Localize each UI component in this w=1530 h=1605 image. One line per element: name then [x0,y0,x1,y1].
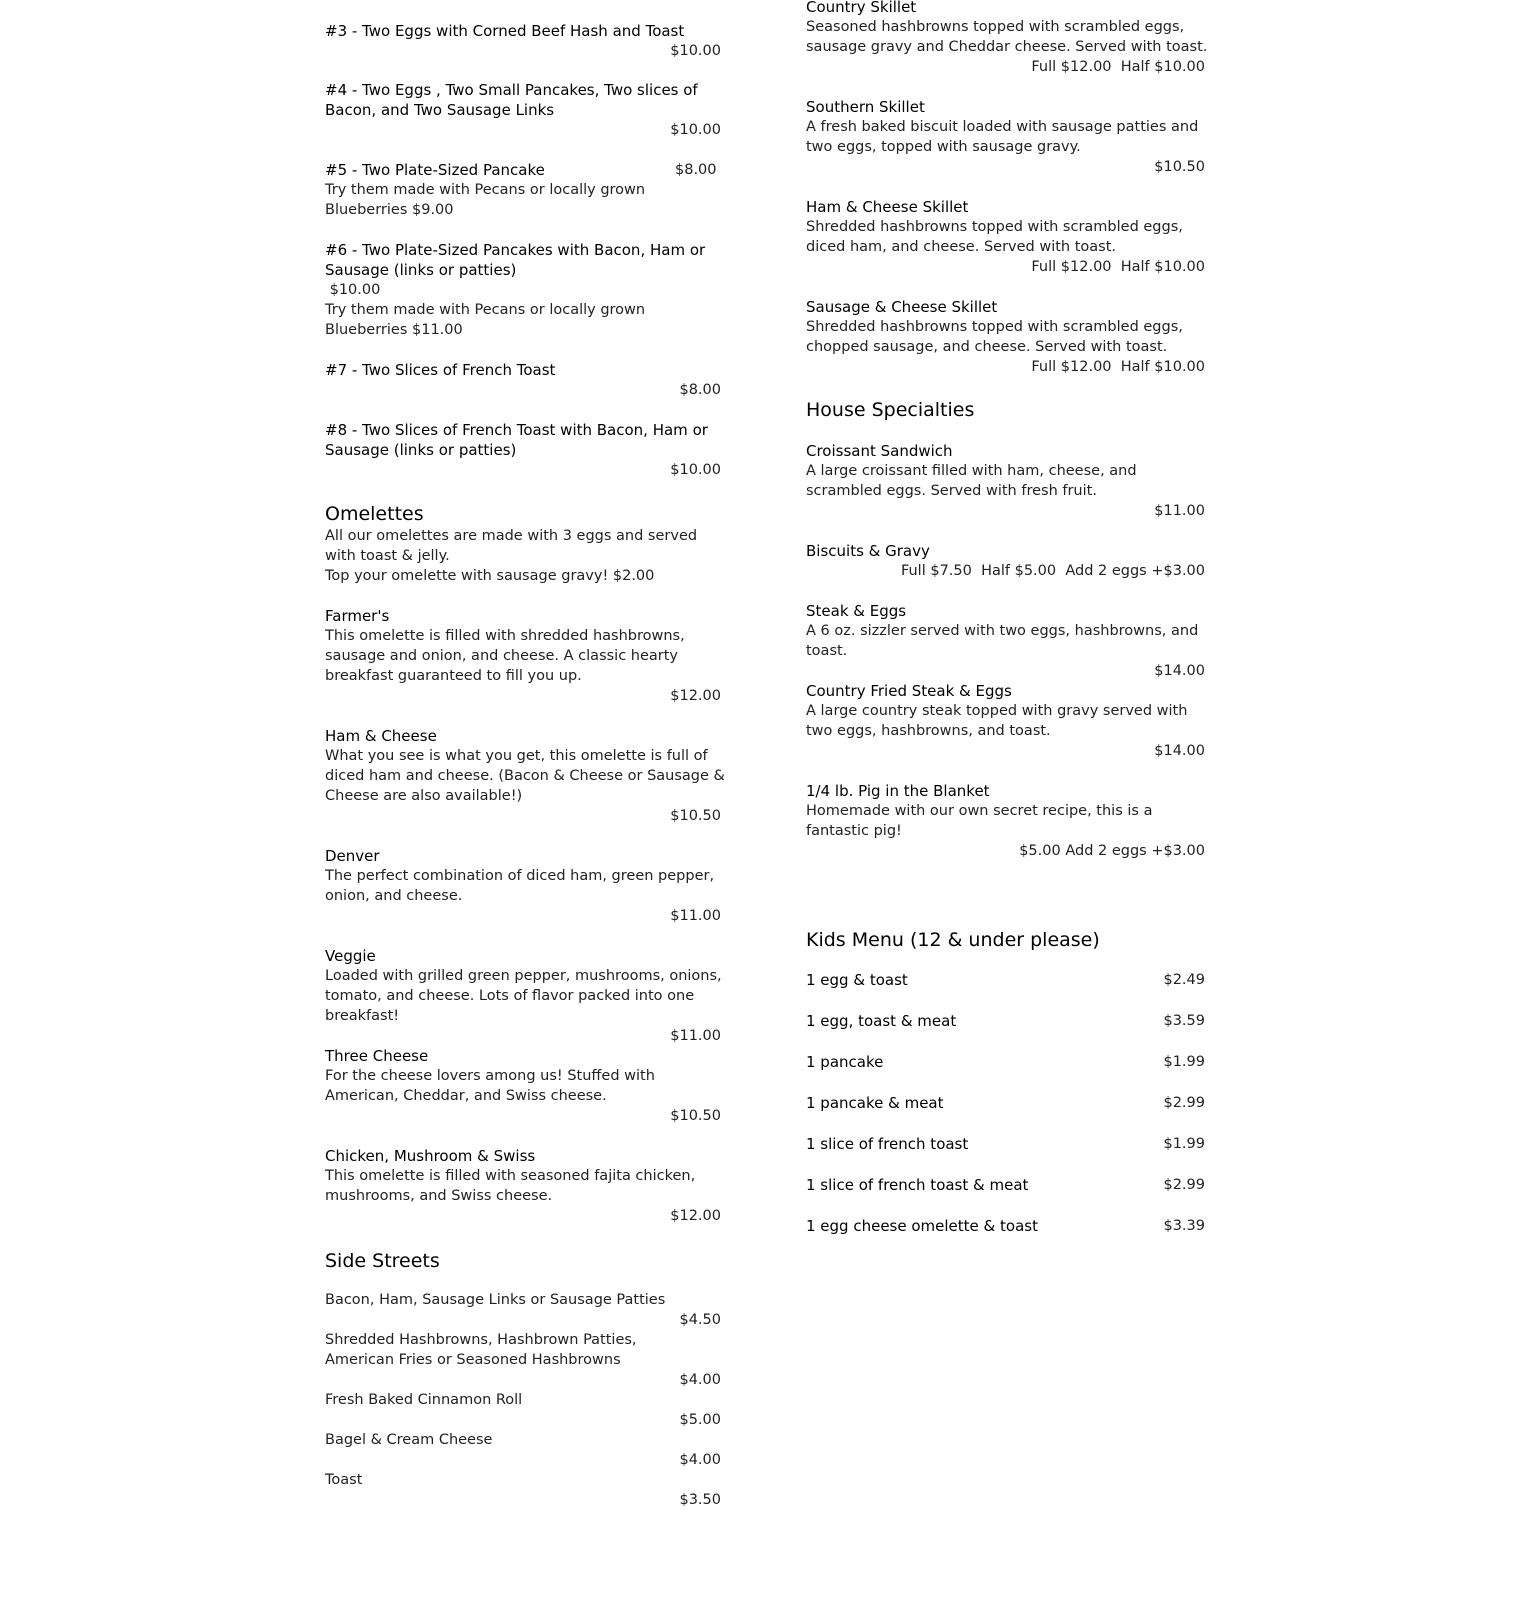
omelette-denver-desc: onion, and cheese. [325,888,463,904]
specialty-steak-eggs-price: $14.00 [1154,663,1205,679]
skillet-ham-cheese-desc: Shredded hashbrowns topped with scrambled eggs, [806,219,1183,235]
omelettes-intro: Top your omelette with sausage gravy! $2.00 [325,568,655,584]
skillet-southern-name: Southern Skillet [806,98,925,116]
skillet-sausage-cheese-desc: chopped sausage, and cheese. Served with toast. [806,339,1168,355]
omelette-farmers-desc: sausage and onion, and cheese. A classic hearty [325,648,679,664]
skillet-ham-cheese-price: Full $12.00 Half $10.00 [1031,259,1205,275]
side-meats-name: Bacon, Ham, Sausage Links or Sausage Patties [325,1292,666,1308]
specialty-biscuits-gravy-price: Full $7.50 Half $5.00 Add 2 eggs +$3.00 [900,563,1205,579]
specialty-pig-blanket-desc: fantastic pig! [806,823,902,839]
side-potatoes-price: $4.00 [679,1372,721,1388]
specialty-biscuits-gravy-name: Biscuits & Gravy [806,542,930,560]
omelette-veggie-desc: Loaded with grilled green pepper, mushrooms, onions, [325,968,722,984]
omelette-denver-desc: The perfect combination of diced ham, green pepper, [325,868,715,884]
kids-item-name: 1 pancake [806,1053,884,1071]
omelette-denver-price: $11.00 [670,908,721,924]
omelette-veggie-desc: breakfast! [325,1008,400,1024]
skillet-ham-cheese-desc: diced ham, and cheese. Served with toast. [806,239,1117,255]
specialty-cfs-price: $14.00 [1154,743,1205,759]
side-potatoes-name: American Fries or Seasoned Hashbrowns [325,1352,621,1368]
omelette-three-cheese-desc: American, Cheddar, and Swiss cheese. [325,1088,607,1104]
combo-5-price: $8.00 [675,162,717,178]
kids-item-price: $3.59 [1163,1013,1205,1029]
skillet-country-desc: sausage gravy and Cheddar cheese. Served with toast. [806,39,1208,55]
skillet-country-name: Country Skillet [806,0,917,16]
combo-5-note: Try them made with Pecans or locally grown [325,182,646,198]
omelette-ham-cheese-price: $10.50 [670,808,721,824]
specialty-croissant-price: $11.00 [1154,503,1205,519]
combo-6-price: $10.00 [325,282,381,298]
skillet-sausage-cheese-price: Full $12.00 Half $10.00 [1031,359,1205,375]
specialty-cfs-desc: two eggs, hashbrowns, and toast. [806,723,1051,739]
skillet-country-desc: Seasoned hashbrowns topped with scrambled eggs, [806,19,1185,35]
omelette-farmers-name: Farmer's [325,607,390,625]
specialty-cfs-name: Country Fried Steak & Eggs [806,682,1012,700]
specialty-pig-blanket-desc: Homemade with our own secret recipe, this is a [806,803,1153,819]
omelettes-intro: All our omelettes are made with 3 eggs and served [325,528,698,544]
combo-6-note: Try them made with Pecans or locally grown [325,302,646,318]
specialty-pig-blanket-price: $5.00 Add 2 eggs +$3.00 [1019,843,1205,859]
side-bagel-price: $4.00 [679,1452,721,1468]
omelette-veggie-price: $11.00 [670,1028,721,1044]
skillet-southern-desc: two eggs, topped with sausage gravy. [806,139,1081,155]
combo-5-note: Blueberries $9.00 [325,202,454,218]
specialty-pig-blanket-name: 1/4 lb. Pig in the Blanket [806,782,990,800]
specialty-steak-eggs-desc: A 6 oz. sizzler served with two eggs, hashbrowns, and [806,623,1199,639]
omelette-chicken-desc: mushrooms, and Swiss cheese. [325,1188,553,1204]
omelette-chicken-desc: This omelette is filled with seasoned fajita chicken, [325,1168,696,1184]
combo-7-title: #7 - Two Slices of French Toast [325,361,556,379]
side-cinnamon-roll-name: Fresh Baked Cinnamon Roll [325,1392,523,1408]
combo-7-price: $8.00 [679,382,721,398]
skillet-southern-desc: A fresh baked biscuit loaded with sausage patties and [806,119,1199,135]
omelette-veggie-name: Veggie [325,947,376,965]
combo-6-title: Sausage (links or patties) [325,261,517,279]
omelette-denver-name: Denver [325,847,380,865]
specialties-heading: House Specialties [806,399,975,421]
kids-item-price: $2.49 [1163,972,1205,988]
kids-item-price: $1.99 [1163,1136,1205,1152]
skillet-southern-price: $10.50 [1154,159,1205,175]
sides-heading: Side Streets [325,1250,440,1272]
omelette-three-cheese-desc: For the cheese lovers among us! Stuffed with [325,1068,655,1084]
combo-4-price: $10.00 [670,122,721,138]
kids-heading: Kids Menu (12 & under please) [806,929,1100,951]
combo-4-title: #4 - Two Eggs , Two Small Pancakes, Two slices of [325,81,698,99]
combo-4-title: Bacon, and Two Sausage Links [325,101,555,119]
combo-6-note: Blueberries $11.00 [325,322,463,338]
omelette-farmers-desc: breakfast guaranteed to fill you up. [325,668,582,684]
specialty-steak-eggs-desc: toast. [806,643,848,659]
specialty-croissant-desc: A large croissant filled with ham, cheese, and [806,463,1137,479]
omelette-chicken-name: Chicken, Mushroom & Swiss [325,1147,536,1165]
omelette-ham-cheese-desc: Cheese are also available!) [325,788,523,804]
side-potatoes-name: Shredded Hashbrowns, Hashbrown Patties, [325,1332,637,1348]
omelette-farmers-desc: This omelette is filled with shredded hashbrowns, [325,628,685,644]
kids-item-name: 1 slice of french toast [806,1135,969,1153]
omelette-veggie-desc: tomato, and cheese. Lots of flavor packed into one [325,988,695,1004]
omelettes-intro: with toast & jelly. [325,548,450,564]
combo-6-title: #6 - Two Plate-Sized Pancakes with Bacon, Ham or [325,241,706,259]
omelette-ham-cheese-desc: diced ham and cheese. (Bacon & Cheese or Sausage & [325,768,725,784]
kids-item-name: 1 slice of french toast & meat [806,1176,1029,1194]
skillet-country-price: Full $12.00 Half $10.00 [1031,59,1205,75]
specialty-steak-eggs-name: Steak & Eggs [806,602,907,620]
omelette-chicken-price: $12.00 [670,1208,721,1224]
specialty-croissant-name: Croissant Sandwich [806,442,953,460]
kids-item-name: 1 egg cheese omelette & toast [806,1217,1038,1235]
omelette-three-cheese-price: $10.50 [670,1108,721,1124]
specialty-cfs-desc: A large country steak topped with gravy served with [806,703,1188,719]
skillet-ham-cheese-name: Ham & Cheese Skillet [806,198,969,216]
omelette-farmers-price: $12.00 [670,688,721,704]
kids-item-price: $2.99 [1163,1095,1205,1111]
kids-item-name: 1 egg, toast & meat [806,1012,957,1030]
skillet-sausage-cheese-name: Sausage & Cheese Skillet [806,298,998,316]
combo-8-title: Sausage (links or patties) [325,441,517,459]
combo-3-price: $10.00 [670,43,721,59]
side-toast-price: $3.50 [679,1492,721,1508]
combo-3-title: #3 - Two Eggs with Corned Beef Hash and Toast [325,22,685,40]
side-cinnamon-roll-price: $5.00 [679,1412,721,1428]
side-meats-price: $4.50 [679,1312,721,1328]
side-toast-name: Toast [325,1472,363,1488]
side-bagel-name: Bagel & Cream Cheese [325,1432,493,1448]
combo-8-title: #8 - Two Slices of French Toast with Bacon, Ham or [325,421,708,439]
specialty-croissant-desc: scrambled eggs. Served with fresh fruit. [806,483,1097,499]
omelettes-heading: Omelettes [325,503,424,525]
combo-5-title: #5 - Two Plate-Sized Pancake [325,161,545,179]
omelette-three-cheese-name: Three Cheese [325,1047,429,1065]
combo-8-price: $10.00 [670,462,721,478]
kids-item-price: $3.39 [1163,1218,1205,1234]
kids-item-price: $1.99 [1163,1054,1205,1070]
skillet-sausage-cheese-desc: Shredded hashbrowns topped with scrambled eggs, [806,319,1183,335]
omelette-ham-cheese-name: Ham & Cheese [325,727,437,745]
kids-item-name: 1 egg & toast [806,971,908,989]
omelette-ham-cheese-desc: What you see is what you get, this omelette is full of [325,748,708,764]
kids-item-price: $2.99 [1163,1177,1205,1193]
kids-item-name: 1 pancake & meat [806,1094,944,1112]
